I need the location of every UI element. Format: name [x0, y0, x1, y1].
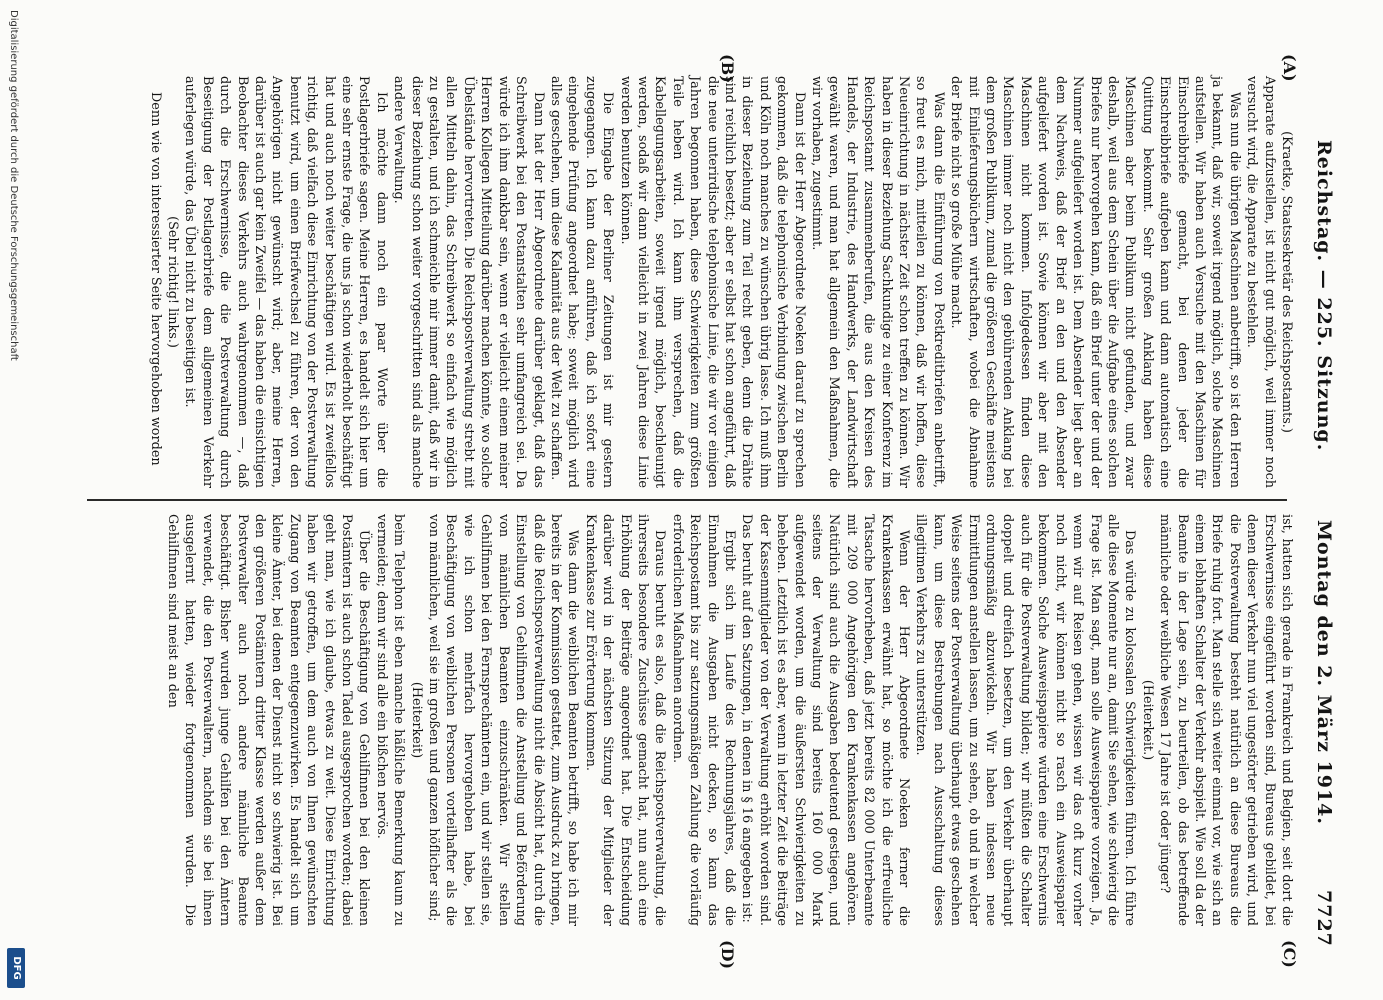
- paragraph: Wenn der Herr Abgeordnete Noeken ferner die Krankenkassen erwähnt hat, so möchte ich die erfreuliche Tatsache hervorheben, daß jetzt bereits 82 000 Unterbeamte mit 209 000 Angehörigen den Krankenkassen angehören. Natürlich sind auch die Ausgaben bedeutend gestiegen, und seitens der Verwaltung sind bereits 160 000 Mark aufgewendet worden, um die äußersten Schwierigkeiten zu beheben. Letztlich ist es aber, wenn in letzter Zeit die Beiträge der Kassenmitglieder von der Verwaltung erhöht worden sind. Das beruht auf den Satzungen, in denen in § 16 angegeben ist:: [739, 514, 912, 926]
- running-header-right: Montag den 2. März 1914.: [1313, 520, 1335, 826]
- interjection: (Heiterkeit): [408, 681, 424, 759]
- paragraph: Was nun die übrigen Maschinen anbetrifft, so ist den Herren ja bekannt, daß wir, soweit irgend möglich, solche Maschinen aufstellen. Wir haben auch Versuche mit den Maschinen für Einschreibbriefe gemacht, bei denen jeder die Einschreibbriefe aufgeben kann und dann automatisch eine Quittung bekommt. Sehr großen Anklang haben diese Maschinen aber beim Publikum nicht gefunden, und zwar deshalb, weil aus dem Schein über die Aufgabe eines solchen Briefes nur hervorgehen kann, daß ein Brief unter der und der Nummer aufgeliefert worden ist. Dem Absender liegt aber an dem Nachweis, daß der Brief an den und den Absender aufgeliefert worden ist. Sowie können wir aber mit den Maschinen nicht kommen. Infolgedessen finden diese Maschinen immer noch nicht den gebührenden Anklang bei dem großen Publikum, zumal die größeren Geschäfte meistens mit Einlieferungsbüchern wirtschaften, wobei die Abnahme der Briefe nicht so große Mühe macht.: [948, 76, 1242, 488]
- speaker-line: (Kraetke, Staatssekretär des Reichspostamts.): [1279, 131, 1294, 433]
- paragraph: Über die Beschäftigung von Gehilfinnen bei den kleinen Postämtern ist auch schon Tadel ausgesprochen worden; dabei geht man, wie ich glaube, etwas zu weit. Diese Einrichtung haben wir getroffen, um dem auch von Ihnen gewünschten Zugang von Beamten entgegenzuwirken. Es handelt sich um kleine Ämter, bei denen der Dienst nicht so schwierig ist. Bei den größeren Postämtern dritter Klasse werden außer dem Postverwalter auch noch andere männliche Beamte beschäftigt. Bisher wurden junge Gehilfen bei den Ämtern verwendet, die den Postverwaltern, nachdem sie bei ihnen ausgelernt hatten, wieder fortgenommen wurden. Die Gehilfinnen sind meist an den: [165, 514, 372, 926]
- paragraph: Daraus beruht es also, daß die Reichspostverwaltung, die ihrerseits besondere Zuschüsse gemacht hat, nun auch eine Erhöhung der Beiträge angeordnet hat. Die Entscheidung darüber wird in der nächsten Sitzung der Mitglieder der Krankenkasse zur Erörterung kommen.: [582, 514, 668, 926]
- paragraph: Dann hat der Herr Abgeordnete darüber geklagt, daß das Schreibwerk bei den Postanstalten sehr umfangreich sei. Da würde ich ihm dankbar sein, wenn er vielleicht einem meiner Herren Kollegen Mitteilung darüber machen könnte, wo solche Übelstände hervortreten. Die Reichspostverwaltung strebt mit allen Mitteln dahin, das Schreibwerk so einfach wie möglich zu gestalten, und ich schmeichle mir immer damit, daß wir in dieser Beziehung schon weiter vorgeschritten sind als manche andere Verwaltung.: [391, 76, 546, 488]
- funding-note: Digitalisierung gefördert durch die Deutsche Forschungsgemeinschaft: [8, 10, 19, 361]
- paragraph: beim Telephon ist eben manche häßliche Bemerkung kaum zu vermeiden; denn wir sind alle ein bißchen nervös.: [373, 514, 407, 926]
- margin-marker-a: (A): [1280, 54, 1299, 82]
- interjection: (Heiterkeit.): [1139, 679, 1155, 761]
- margin-marker-c: (C): [1280, 940, 1299, 968]
- paragraph: Die Eingabe der Berliner Zeitungen ist mir gestern zugegangen. Ich kann dazu anführen, daß ich sofort eine eingehende Prüfung angeordnet habe; soweit möglich wird alles geschehen, um diese Kalamität aus der Welt zu schaffen.: [547, 76, 616, 488]
- column-divider: [87, 499, 1287, 501]
- paragraph: Ich möchte dann noch ein paar Worte über die Postlagerbriefe sagen. Meine Herren, es handelt sich hier um eine sehr ernste Frage, die uns ja schon wiederholt beschäftigt hat und auch noch weiter beschäftigen wird. Es ist zweifellos richtig, daß vielfach diese Einrichtung von der Postverwaltung benutzt wird, um einen Briefwechsel zu führen, der von den Angehörigen nicht gewünscht wird; aber, meine Herren, darüber ist auch gar kein Zweifel — das haben die einsichtigen Beobachter dieses Verkehrs auch wahrgenommen —, daß durch die Erschwernisse, die die Postverwaltung durch Beseitigung der Postlagerbriefe dem allgemeinen Verkehr auferlegen würde, das Übel nicht zu beseitigen ist.: [182, 76, 389, 488]
- margin-marker-d: (D): [718, 940, 737, 970]
- page-number: 7727: [1313, 890, 1335, 947]
- left-column: [146, 76, 1295, 488]
- running-header-left: Reichstag. — 225. Sitzung.: [1313, 140, 1335, 452]
- quoted-paragraph: Ergibt sich im Laufe des Rechnungsjahres, daß die Einnahmen die Ausgaben nicht decken, so kann das Reichspostamt bis zur satzungsmäßigen Zahlung die vorläufig erforderlichen Maßnahmen anordnen.: [669, 514, 737, 926]
- footer: [3, 0, 43, 1000]
- paragraph: Dann ist der Herr Abgeordnete Noeken darauf zu sprechen gekommen, daß die telephonische Verbindung zwischen Berlin und Köln noch manches zu wünschen übrig lasse. Ich muß ihm in dieser Beziehung zum Teil recht geben, denn die Drähte sind reichlich besetzt; aber er selbst hat schon angeführt, daß die neue unterirdische telephonische Linie, die wir vor einigen Jahren begonnen haben, diese Schwierigkeiten zum größten Teile heben wird. Ich kann ihm versprechen, daß die Kabellegungsarbeiten, soweit irgend möglich, beschleunigt werden, sodaß wir dann vielleicht in zwei Jahren diese Linie werden benutzen können.: [617, 76, 807, 488]
- paragraph: Was dann die weiblichen Beamten betrifft, so habe ich mir bereits in der Kommission gestattet, zum Ausdruck zu bringen, daß die Reichspostverwaltung nicht die Absicht hat, durch die Einstellung von Gehilfinnen die Anstellung und Beförderung von männlichen Beamten einzuschränken. Wir stellen Gehilfinnen bei den Fernsprechämtern ein, und wir stellen sie, wie ich schon mehrfach hervorgehoben habe, bei Beschäftigung von weiblichen Personen vorteilhafter als die von männlichen, weil sie im großen und ganzen höflicher sind;: [426, 514, 581, 926]
- paragraph: Das würde zu kolossalen Schwierigkeiten führen. Ich führe alle diese Momente nur an, damit Sie sehen, wie schwierig die Frage ist. Man sagt, man solle Ausweispapiere vorzeigen. Ja, wenn wir auf Reisen gehen, wissen wir das oft kurz vorher noch nicht, wir können nicht so rasch ein Ausweispapier bekommen. Solche Ausweispapiere würden eine Erschwernis auch für die Postverwaltung bilden; wir müßten die Schalter doppelt und dreifach besetzen, um den Verkehr überhaupt ordnungsmäßig abzuwickeln. Wir haben indessen neue Ermittlungen anstellen lassen, um zu sehen, ob und in welcher Weise seitens der Postverwaltung überhaupt etwas geschehen kann, um diese Bestrebungen nach Ausschaltung dieses illegitimen Verkehrs zu unterstützen.: [913, 514, 1138, 926]
- paragraph: Was dann die Einführung von Postkreditbriefen anbetrifft, so freut es mich, mitteilen zu können, daß wir hoffen, diese Neueinrichtung in nächster Zeit schon treffen zu können. Wir haben in dieser Beziehung Sachkundige zu einer Konferenz im Reichspostamt zusammenberufen, die aus den Kreisen des Handels, der Industrie, des Handwerks, der Landwirtschaft gewählt waren, und man hat allgemein den Maßnahmen, die wir vorhaben, zugestimmt.: [809, 76, 946, 488]
- dfg-logo-icon: DFG: [7, 948, 25, 988]
- paragraph: Apparate aufzustellen, ist nicht gut möglich, weil immer noch versucht wird, die Apparate zu bestehlen.: [1244, 76, 1277, 488]
- right-column: [164, 514, 1295, 926]
- margin-marker-b: (B): [718, 54, 737, 83]
- paragraph: Denn wie von interessierter Seite hervorgehoben worden: [147, 92, 163, 466]
- paragraph: ist, hatten sich gerade in Frankreich und Belgien, seit dort die Erschwernisse eingeführt worden sind, Bureaus gebildet, bei denen dieser Verkehr nun viel ungestörter getrieben wird, und die Postverwaltung besteht natürlich an diese Bureaus die Briefe ruhig fort. Man stelle sich weiter einmal vor, wie sich an einem lebhaften Schalter der Verkehr abspielt. Wie soll da der Beamte in der Lage sein, zu beurteilen, ob das betreffende männliche oder weibliche Wesen 17 Jahre ist oder jünger?: [1157, 514, 1294, 926]
- interjection: (Sehr richtig! links.): [165, 216, 180, 348]
